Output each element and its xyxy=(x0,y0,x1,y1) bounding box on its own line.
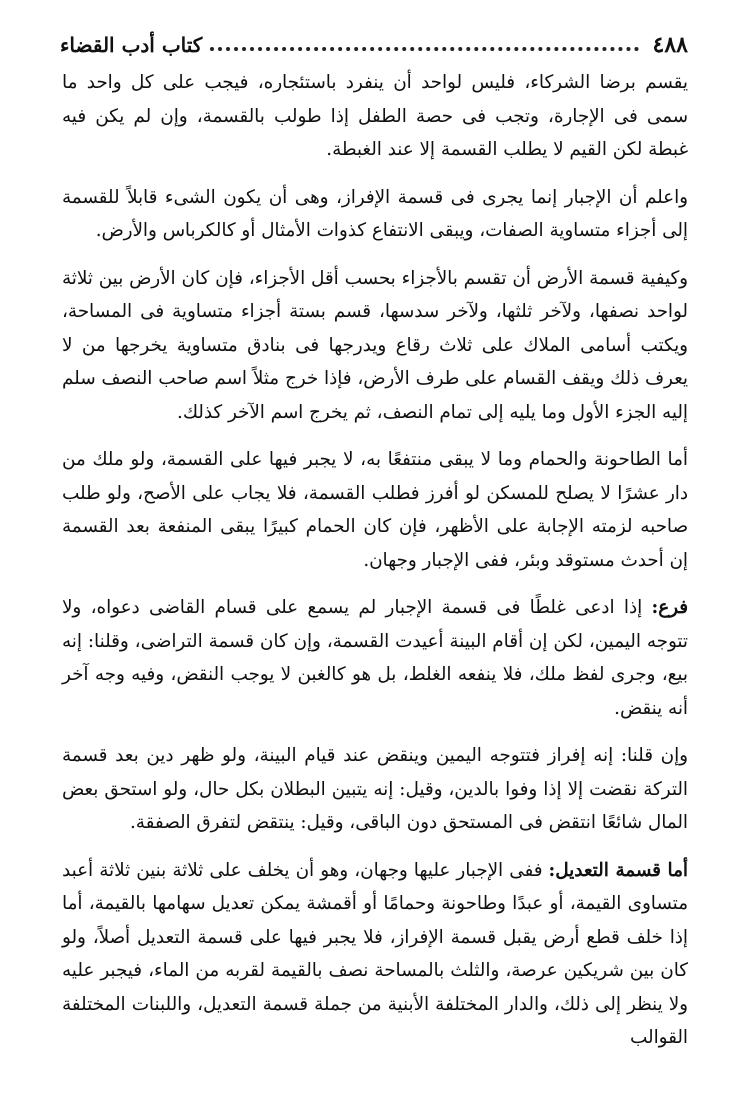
book-title: كتاب أدب القضاء xyxy=(60,33,203,57)
paragraph-text: يقسم برضا الشركاء، فليس لواحد أن ينفرد باستئجاره، فيجب على كل واحد ما سمى فى الإجارة، وتجب فى حصة الطفل إذا طولب بالقسمة، وإن لم يكن فيه غبطة لكن القيم لا يطلب القسمة إلا عند الغبطة. xyxy=(62,72,688,160)
page-body xyxy=(62,66,688,1069)
paragraph-text: أما الطاحونة والحمام وما لا يبقى منتفعًا به، لا يجبر فيها على القسمة، ولو ملك من دار عشرًا لا يصلح للمسكن لو أفرز فطلب القسمة، فلا يجاب على الأصح، ولو طلب صاحبه لزمته الإجابة على الأظهر، فإن كان الحمام كبيرًا يبقى المنفعة بعد القسمة إن أحدث مستوقد وبئر، ففى الإجبار وجهان. xyxy=(62,449,688,571)
paragraph-1 xyxy=(62,66,688,167)
paragraph-text: ففى الإجبار عليها وجهان، وهو أن يخلف على ثلاثة بنين ثلاثة أعبد متساوى القيمة، أو عبدًا وطاحونة وحمامًا أو أقمشة يمكن تعديل سهامها بالقيمة، أما إذا خلف قطع أرض يقبل قسمة الإفراز، فلا يجبر فيها على قسمة التعديل أصلاً، ولو كان بين شريكين عرصة، والثلث بالمساحة نصف بالقيمة لقربه من الماء، فيجبر عليه ولا ينظر إلى ذلك، والدار المختلفة الأبنية من جملة قسمة التعديل، واللبنات المختلفة القوالب xyxy=(62,859,688,1048)
paragraph-text: وكيفية قسمة الأرض أن تقسم بالأجزاء بحسب أقل الأجزاء، فإن كان الأرض بين ثلاثة لواحد نصفها، ولآخر ثلثها، ولآخر سدسها، قسم بستة أجزاء متساوية فى المساحة، ويكتب أسامى الملاك على ثلاث رقاع ويدرجها فى بنادق متساوية يخرجها من لا يعرف ذلك ويقف القسام على طرف الأرض، فإذا خرج مثلاً اسم صاحب النصف سلم إليه الجزء الأول وما يليه إلى تمام النصف، ثم يخرج اسم الآخر كذلك. xyxy=(62,267,688,423)
paragraph-7 xyxy=(62,854,688,1055)
paragraph-lead-term: أما قسمة التعديل: xyxy=(548,859,688,881)
paragraph-3 xyxy=(62,262,688,430)
page-number: ٤٨٨ xyxy=(652,32,688,58)
paragraph-text: وإن قلنا: إنه إفراز فتتوجه اليمين وينقض عند قيام البينة، ولو ظهر دين بعد قسمة التركة نقضت إلا إذا وفوا بالدين، وقيل: إنه يتبين البطلان بكل حال، ولو استحق بعض المال شائعًا انتقض فى المستحق دون الباقى، وقيل: ينتقض لتفرق الصفقة. xyxy=(62,745,688,833)
running-header xyxy=(60,30,688,60)
header-dotted-leader xyxy=(210,47,638,51)
paragraph-text: واعلم أن الإجبار إنما يجرى فى قسمة الإفراز، وهى أن يكون الشىء قابلاً للقسمة إلى أجزاء متساوية الصفات، ويبقى الانتفاع كذوات الأمثال أو كالكرباس والأرض. xyxy=(62,186,688,241)
paragraph-5 xyxy=(62,591,688,725)
paragraph-2 xyxy=(62,181,688,248)
paragraph-text: إذا ادعى غلطًا فى قسمة الإجبار لم يسمع على قسام القاضى دعواه، ولا تتوجه اليمين، لكن إن أقام البينة أعيدت القسمة، وإن كان قسمة التراضى، وقلنا: إنه بيع، وجرى لفظ ملك، فلا ينفعه الغلط، بل هو كالغبن لا يوجب النقض، وفيه وجه آخر أنه ينقض. xyxy=(62,597,688,719)
paragraph-6 xyxy=(62,739,688,840)
paragraph-4 xyxy=(62,443,688,577)
paragraph-lead-term: فرع: xyxy=(651,597,688,618)
